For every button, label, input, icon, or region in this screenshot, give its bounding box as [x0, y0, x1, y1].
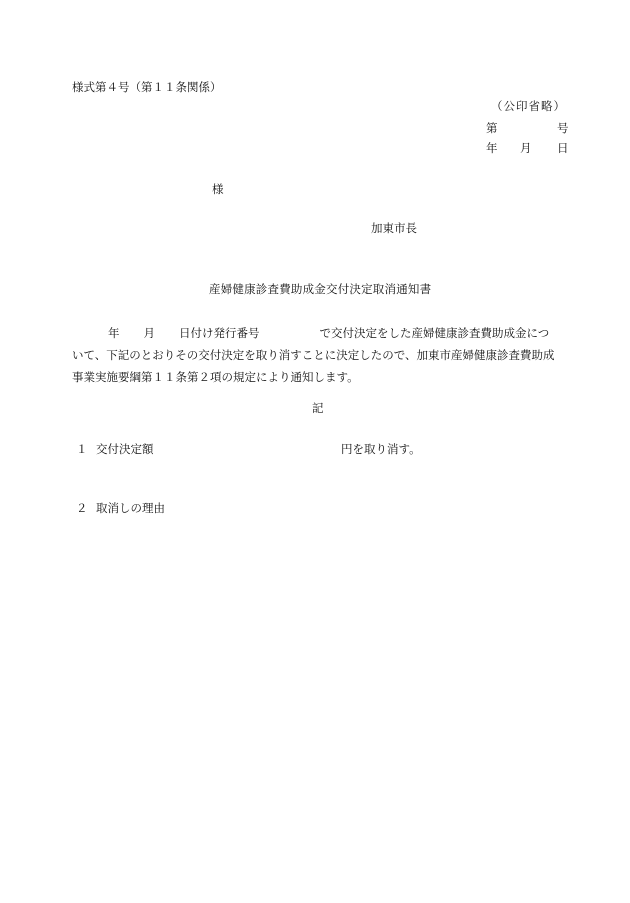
- body-line-1-rest: で交付決定をした産婦健康診査費助成金につ: [319, 326, 550, 340]
- issue-date-year: 年: [486, 141, 498, 155]
- body-line-3: 事業実施要綱第１１条第２項の規定により通知します。: [72, 370, 359, 384]
- document-title: 産婦健康診査費助成金交付決定取消通知書: [209, 282, 432, 296]
- item-2-label: 取消しの理由: [96, 501, 165, 515]
- body-line-1: [72, 322, 568, 344]
- addressee: 様: [212, 182, 224, 196]
- document-number-suffix: 号: [557, 121, 569, 135]
- body-year: 年: [108, 326, 120, 340]
- document-number-prefix: 第: [486, 121, 498, 135]
- body-paragraph: [72, 322, 568, 388]
- body-date-issue-number: 日付け発行番号: [179, 326, 260, 340]
- form-number: 様式第４号（第１１条関係）: [72, 80, 222, 94]
- issue-date-day: 日: [557, 141, 569, 155]
- item-1-label: 交付決定額: [96, 442, 154, 456]
- item-1-tail: 円を取り消す。: [341, 442, 421, 456]
- item-1-number: １: [76, 442, 88, 456]
- body-line-2: いて、下記のとおりその交付決定を取り消すことに決定したので、加東市産婦健康診査費助成: [72, 348, 555, 362]
- ki-heading: 記: [312, 401, 324, 415]
- sender-name: 加東市長: [371, 221, 417, 235]
- item-2-number: ２: [76, 501, 88, 515]
- seal-omitted-note: （公印省略）: [491, 99, 566, 113]
- issue-date-month: 月: [520, 141, 532, 155]
- body-month: 月: [143, 326, 155, 340]
